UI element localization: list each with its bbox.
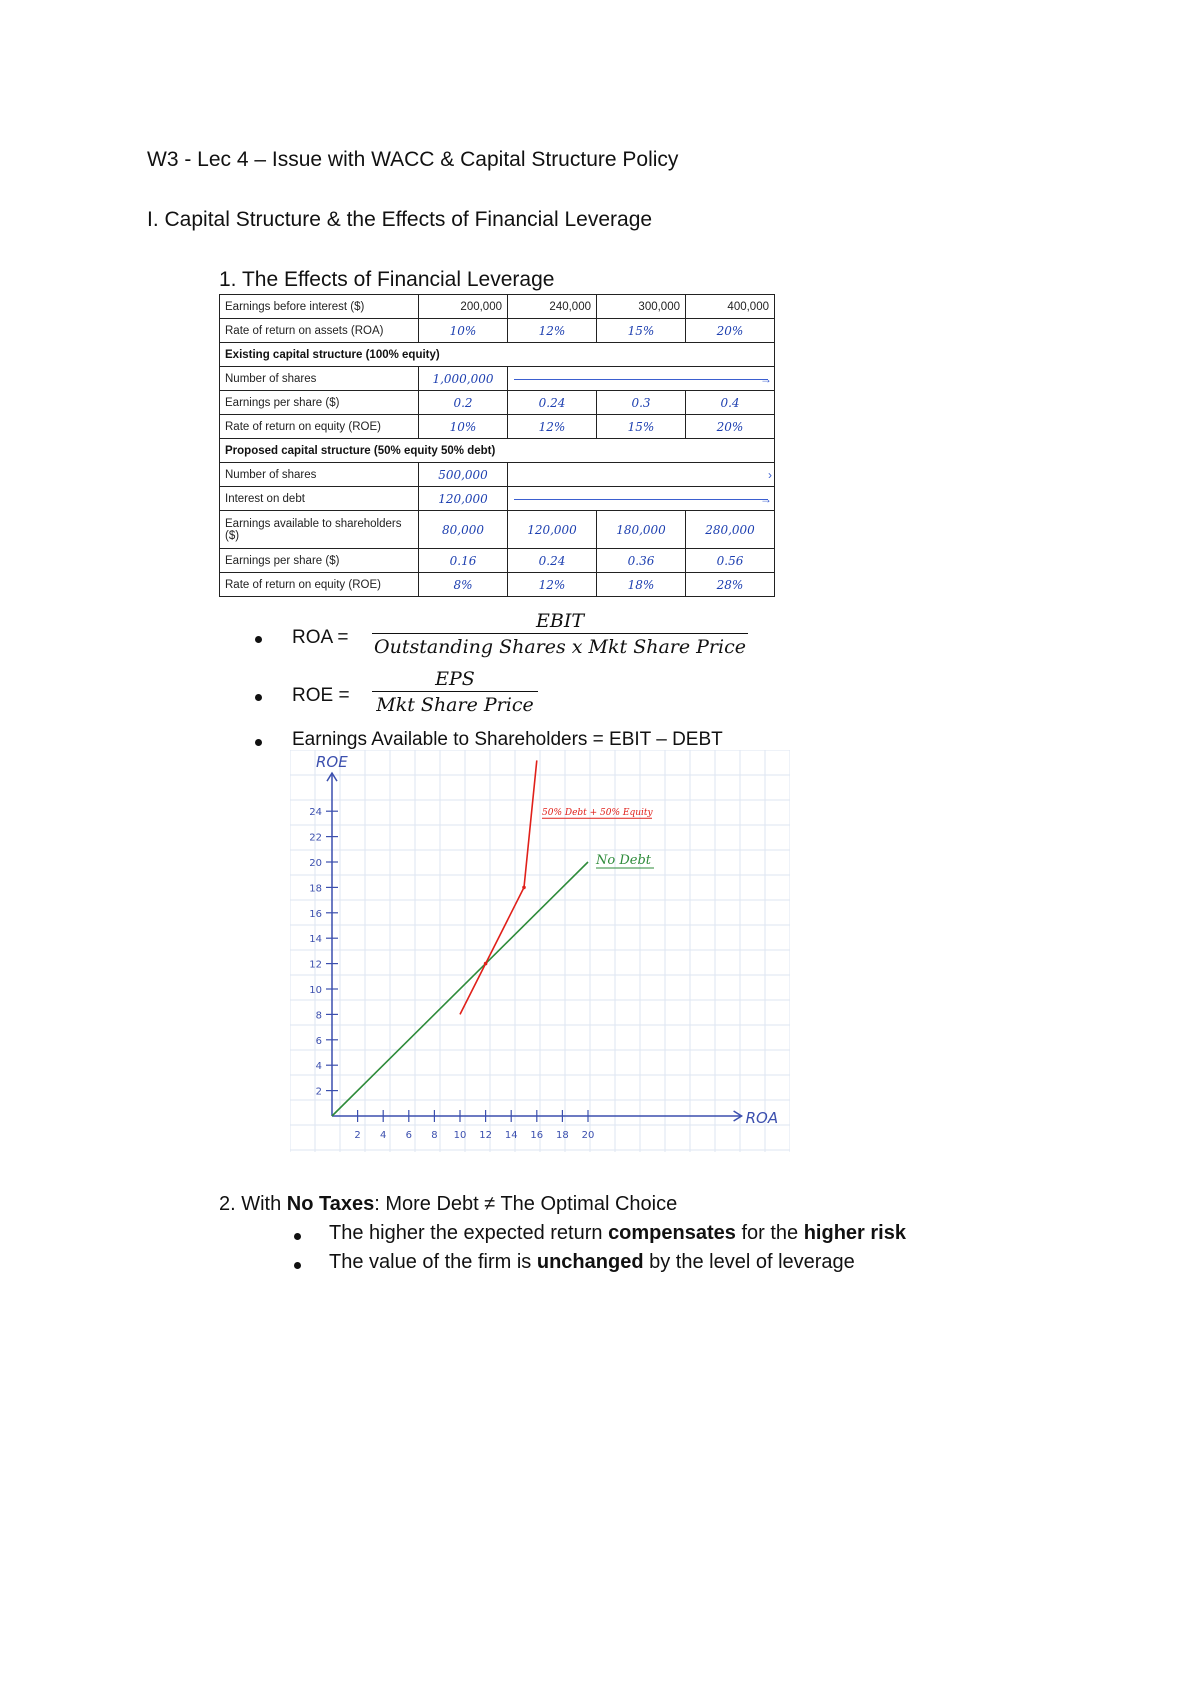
cell: 20% [686, 415, 775, 439]
x-tick-label: 10 [453, 1130, 467, 1141]
x-tick-label: 6 [405, 1130, 412, 1141]
bullet-dot [255, 694, 262, 701]
x-axis-label: ROA [745, 1109, 779, 1127]
table-row [220, 415, 775, 439]
y-tick-label: 4 [315, 1061, 322, 1073]
arrow-line [514, 499, 768, 500]
cell: 120,000 [419, 487, 508, 511]
cell: 300,000 [597, 295, 686, 319]
data-point [522, 886, 526, 890]
table-row [220, 549, 775, 573]
section-heading: I. Capital Structure & the Effects of Financial Leverage [147, 208, 653, 231]
cell: 80,000 [419, 511, 508, 549]
table-row [220, 343, 775, 367]
x-tick-label: 20 [581, 1130, 595, 1141]
cell: 280,000 [686, 511, 775, 549]
subsection-heading-2 [219, 1193, 677, 1216]
series-label-no-debt: No Debt [596, 853, 651, 868]
cell: 180,000 [597, 511, 686, 549]
document-title: W3 - Lec 4 – Issue with WACC & Capital Structure Policy [147, 148, 679, 171]
table-row [220, 367, 775, 391]
cell: 12% [508, 319, 597, 343]
x-tick-label: 16 [530, 1130, 544, 1141]
roa-numerator: EBIT [372, 610, 748, 634]
roe-vs-roa-chart [290, 750, 790, 1152]
cell: 0.36 [597, 549, 686, 573]
bullet-dot [294, 1233, 301, 1240]
cell: 15% [597, 319, 686, 343]
roe-denominator: Mkt Share Price [376, 694, 534, 716]
sub2-prefix: 2. With [219, 1193, 287, 1215]
y-tick-label: 8 [315, 1010, 322, 1022]
cell: 1,000,000 [419, 367, 508, 391]
y-tick-label: 2 [315, 1086, 322, 1098]
carry-forward-arrow [508, 487, 775, 511]
bullet-dot [255, 636, 262, 643]
roa-denominator: Outstanding Shares x Mkt Share Price [374, 636, 746, 658]
bullet-firm-value [329, 1251, 855, 1274]
x-tick-label: 18 [556, 1130, 569, 1141]
text-run: The value of the firm is [329, 1251, 537, 1273]
row-label: Earnings available to shareholders ($) [220, 511, 419, 549]
sub2-suffix: : More Debt ≠ The Optimal Choice [374, 1193, 678, 1215]
bold-run: higher risk [803, 1222, 906, 1244]
cell: 0.2 [419, 391, 508, 415]
cell: 10% [419, 319, 508, 343]
y-axis-label: ROE [316, 753, 348, 772]
y-tick-label: 22 [309, 832, 322, 844]
x-tick-label: 12 [479, 1130, 492, 1141]
bold-run: compensates [608, 1222, 736, 1244]
roa-label: ROA = [292, 627, 349, 648]
table-row [220, 439, 775, 463]
y-tick-label: 20 [309, 858, 322, 869]
cell: 15% [597, 415, 686, 439]
bullet-compensation [329, 1222, 906, 1245]
table-row [220, 511, 775, 549]
row-label: Earnings before interest ($) [220, 295, 419, 319]
bullet-dot [255, 739, 262, 746]
row-label: Interest on debt [220, 487, 419, 511]
cell: 8% [419, 573, 508, 597]
cell: 200,000 [419, 295, 508, 319]
cell: 28% [686, 573, 775, 597]
row-label: Number of shares [220, 463, 419, 487]
y-tick-label: 24 [309, 807, 322, 819]
arrow-right-icon: → [760, 491, 772, 506]
eas-formula: Earnings Available to Shareholders = EBIT – DEBT [292, 729, 723, 750]
roe-label: ROE = [292, 685, 350, 706]
roe-fraction [372, 668, 538, 716]
cell: 0.24 [508, 549, 597, 573]
existing-structure-header: Existing capital structure (100% equity) [220, 343, 775, 367]
table-row [220, 487, 775, 511]
text-run: The higher the expected return [329, 1222, 609, 1244]
text-run: for the [735, 1222, 804, 1244]
row-label: Rate of return on assets (ROA) [220, 319, 419, 343]
y-tick-label: 18 [309, 883, 322, 895]
cell: 120,000 [508, 511, 597, 549]
cell: 18% [597, 573, 686, 597]
table-row [220, 573, 775, 597]
bold-run: unchanged [536, 1251, 644, 1273]
cell: 240,000 [508, 295, 597, 319]
row-label: Rate of return on equity (ROE) [220, 415, 419, 439]
cell: 20% [686, 319, 775, 343]
bullet-dot [294, 1262, 301, 1269]
row-label: Earnings per share ($) [220, 391, 419, 415]
y-tick-label: 16 [309, 908, 322, 920]
cell: 0.4 [686, 391, 775, 415]
chevron-right-icon: › [768, 467, 772, 482]
roa-fraction [372, 610, 748, 658]
x-tick-label: 14 [504, 1130, 518, 1141]
carry-forward-arrow [508, 463, 775, 487]
table-row [220, 463, 775, 487]
row-label: Number of shares [220, 367, 419, 391]
cell: 0.24 [508, 391, 597, 415]
y-tick-label: 14 [309, 934, 322, 946]
y-tick-label: 6 [315, 1035, 322, 1047]
roe-numerator: EPS [372, 668, 538, 692]
arrow-line [514, 379, 768, 380]
x-tick-label: 4 [380, 1130, 387, 1141]
row-label: Earnings per share ($) [220, 549, 419, 573]
cell: 0.16 [419, 549, 508, 573]
text-run: by the level of leverage [643, 1251, 855, 1273]
x-tick-label: 8 [431, 1130, 438, 1141]
cell: 12% [508, 573, 597, 597]
table-row [220, 295, 775, 319]
leverage-table [219, 294, 775, 597]
proposed-structure-header: Proposed capital structure (50% equity 50% debt) [220, 439, 775, 463]
carry-forward-arrow [508, 367, 775, 391]
cell: 0.3 [597, 391, 686, 415]
sub2-bold: No Taxes [286, 1193, 375, 1215]
series-label-half-debt: 50% Debt + 50% Equity [542, 808, 653, 819]
y-tick-label: 10 [309, 985, 322, 996]
table-row [220, 391, 775, 415]
y-tick-label: 12 [309, 959, 322, 971]
table-row [220, 319, 775, 343]
data-point [484, 962, 488, 966]
arrow-right-icon: → [760, 371, 772, 386]
row-label: Rate of return on equity (ROE) [220, 573, 419, 597]
cell: 500,000 [419, 463, 508, 487]
cell: 10% [419, 415, 508, 439]
cell: 0.56 [686, 549, 775, 573]
x-tick-label: 2 [354, 1130, 361, 1141]
cell: 400,000 [686, 295, 775, 319]
cell: 12% [508, 415, 597, 439]
subsection-heading-1: 1. The Effects of Financial Leverage [219, 268, 555, 291]
